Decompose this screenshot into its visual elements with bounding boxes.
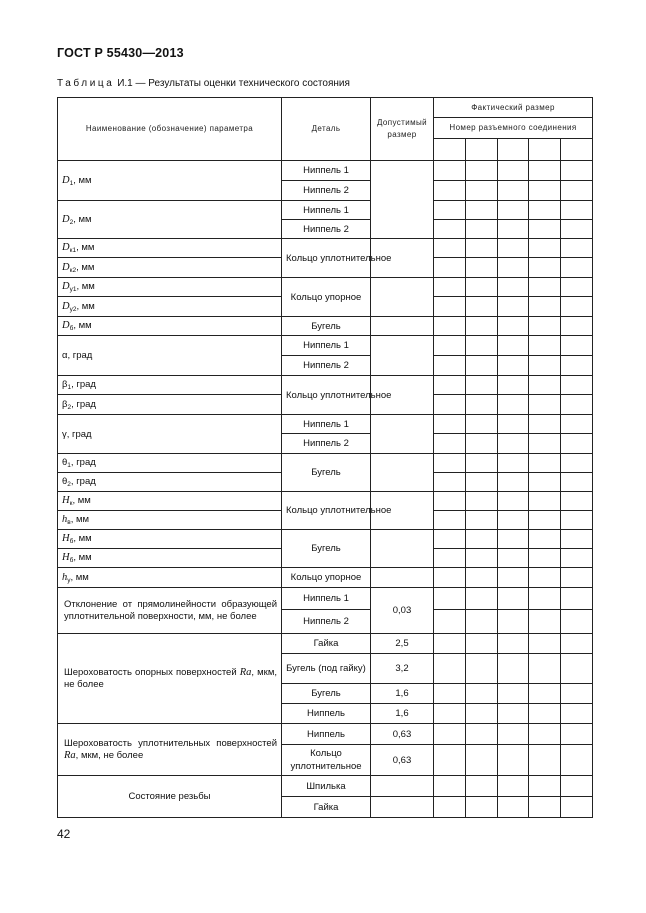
table-row (58, 634, 593, 654)
detail-cell: Ниппель 2 (282, 181, 371, 201)
detail-cell: Ниппель 2 (282, 434, 371, 454)
param-db: $D_б$, мм (58, 317, 282, 336)
allowed-cell (371, 530, 434, 568)
param-hk: $H_к$, мм (58, 492, 282, 511)
detail-cell: Кольцо уплотнительное (282, 745, 371, 776)
table-row (58, 776, 593, 797)
allowed-cell: 0,03 (371, 588, 434, 634)
table-row (58, 201, 593, 220)
detail-cell: Ниппель 2 (282, 220, 371, 239)
allowed-cell (371, 454, 434, 492)
connection-number-cell (529, 139, 561, 161)
table-row (58, 376, 593, 395)
detail-cell: Ниппель (282, 724, 371, 745)
param-roughness-seal: Шероховатость уплотнительных поверхностей Ra, мкм, не более (58, 724, 282, 776)
header-param: Наименование (обозначение) параметра (58, 98, 282, 161)
param-dk2: $D_{к2}$, мм (58, 258, 282, 278)
detail-cell: Гайка (282, 634, 371, 654)
detail-cell: Бугель (282, 454, 371, 492)
allowed-cell (371, 568, 434, 588)
caption-label: Таблица (57, 78, 115, 89)
detail-cell: Ниппель 1 (282, 588, 371, 610)
table-row (58, 454, 593, 473)
param-beta2: $\beta_2$, град (58, 395, 282, 415)
document-code: ГОСТ Р 55430—2013 (57, 46, 184, 60)
detail-cell: Кольцо упорное (282, 278, 371, 317)
detail-cell: Бугель (282, 684, 371, 704)
detail-cell: Гайка (282, 797, 371, 818)
page-number: 42 (57, 827, 71, 841)
detail-cell: Кольцо уплотнительное (282, 376, 371, 415)
table-row (58, 492, 593, 511)
allowed-cell (371, 415, 434, 454)
param-gamma: γ, град (58, 415, 282, 454)
allowed-cell (371, 161, 434, 239)
table-row (58, 568, 593, 588)
allowed-cell: 3,2 (371, 654, 434, 684)
param-alpha: α, град (58, 336, 282, 376)
header-row (58, 98, 593, 118)
param-du1: $D_{у1}$, мм (58, 278, 282, 297)
header-allowed: Допустимый размер (371, 98, 434, 161)
table-row (58, 588, 593, 610)
table-row (58, 530, 593, 549)
connection-number-cell (498, 139, 529, 161)
detail-cell: Ниппель 1 (282, 336, 371, 356)
allowed-cell: 0,63 (371, 745, 434, 776)
detail-cell: Бугель (под гайку) (282, 654, 371, 684)
allowed-cell: 0,63 (371, 724, 434, 745)
detail-cell: Кольцо упорное (282, 568, 371, 588)
detail-cell: Ниппель 1 (282, 201, 371, 220)
param-beta1: $\beta_1$, град (58, 376, 282, 395)
detail-cell: Бугель (282, 530, 371, 568)
detail-cell: Кольцо уплотнительное (282, 492, 371, 530)
allowed-cell (371, 317, 434, 336)
detail-cell: Кольцо уплотнительное (282, 239, 371, 278)
param-roughness-support: Шероховатость опорных поверхностей Ra, мкм, не более (58, 634, 282, 724)
allowed-cell (371, 776, 434, 797)
caption-title: — Результаты оценки технического состояния (135, 78, 350, 89)
allowed-cell (371, 336, 434, 376)
param-theta2: $\theta_2$, град (58, 473, 282, 492)
detail-cell: Шпилька (282, 776, 371, 797)
connection-number-cell (434, 139, 466, 161)
param-d2: $D_2$, мм (58, 201, 282, 239)
detail-cell: Бугель (282, 317, 371, 336)
param-theta1: $\theta_1$, град (58, 454, 282, 473)
allowed-cell: 1,6 (371, 684, 434, 704)
header-detail: Деталь (282, 98, 371, 161)
detail-cell: Ниппель 2 (282, 610, 371, 634)
connection-number-cell (466, 139, 498, 161)
allowed-cell: 2,5 (371, 634, 434, 654)
param-hb1: $H_б$, мм (58, 530, 282, 549)
table-caption (57, 78, 350, 89)
detail-cell: Ниппель 2 (282, 356, 371, 376)
table-row (58, 724, 593, 745)
table-row (58, 239, 593, 258)
table-row (58, 161, 593, 181)
caption-number: И.1 (117, 78, 133, 89)
assessment-table (57, 97, 593, 818)
param-d1: $D_1$, мм (58, 161, 282, 201)
header-actual: Фактический размер (434, 98, 593, 118)
param-hb2: $H_б$, мм (58, 549, 282, 568)
allowed-cell (371, 797, 434, 818)
allowed-cell (371, 278, 434, 317)
table-row (58, 415, 593, 434)
table-row (58, 278, 593, 297)
param-hv: $h_в$, мм (58, 511, 282, 530)
allowed-cell: 1,6 (371, 704, 434, 724)
param-thread: Состояние резьбы (58, 776, 282, 818)
param-hy: $h_у$, мм (58, 568, 282, 588)
param-flatness: Отклонение от прямолинейности образующей уплотнительной поверхности, мм, не более (58, 588, 282, 634)
detail-cell: Ниппель 1 (282, 415, 371, 434)
detail-cell: Ниппель 1 (282, 161, 371, 181)
table-row (58, 317, 593, 336)
param-dk1: $D_{к1}$, мм (58, 239, 282, 258)
header-connection: Номер разъемного соединения (434, 118, 593, 139)
connection-number-cell (561, 139, 593, 161)
param-du2: $D_{у2}$, мм (58, 297, 282, 317)
detail-cell: Ниппель (282, 704, 371, 724)
table-row (58, 336, 593, 356)
